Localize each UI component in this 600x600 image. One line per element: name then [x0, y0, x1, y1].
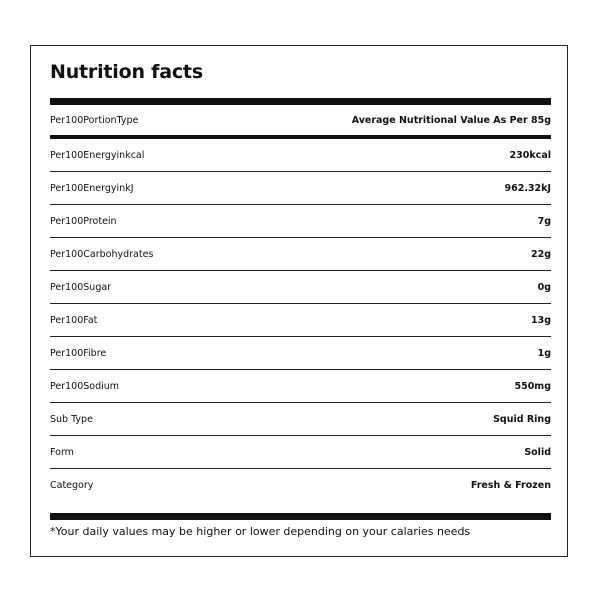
nutrition-title: Nutrition facts	[50, 61, 203, 83]
daily-values-footnote: *Your daily values may be higher or lower depending on your calaries needs	[50, 525, 471, 538]
row-value: 22g	[530, 248, 551, 260]
row-label: Per100Energyinkcal	[50, 149, 145, 161]
row-label: Sub Type	[50, 413, 93, 425]
top-divider-bar	[50, 98, 551, 105]
row-label: Per100Carbohydrates	[50, 248, 154, 260]
row-label: Category	[50, 480, 94, 491]
row-value: Squid Ring	[493, 413, 551, 425]
table-header-row	[50, 105, 551, 139]
header-value: Average Nutritional Value As Per 85g	[351, 114, 551, 126]
table-row	[50, 139, 551, 172]
row-value: 230kcal	[509, 149, 551, 161]
header-label: Per100PortionType	[50, 114, 139, 126]
table-row	[50, 238, 551, 271]
bottom-divider-bar	[50, 513, 551, 520]
row-label: Per100Fibre	[50, 347, 107, 359]
row-value: Fresh & Frozen	[470, 480, 551, 491]
row-value: 962.32kJ	[504, 182, 551, 194]
row-value: Solid	[524, 446, 551, 458]
row-label: Per100Fat	[50, 314, 98, 326]
table-row	[50, 172, 551, 205]
table-row	[50, 403, 551, 436]
row-label: Per100Protein	[50, 215, 117, 227]
table-row	[50, 337, 551, 370]
row-label: Per100Sodium	[50, 380, 120, 392]
table-row	[50, 205, 551, 238]
nutrition-table	[50, 105, 551, 502]
row-value: 13g	[530, 314, 551, 326]
table-row	[50, 271, 551, 304]
row-value: 0g	[537, 281, 551, 293]
row-label: Per100EnergyinkJ	[50, 182, 134, 194]
row-value: 7g	[537, 215, 551, 227]
nutrition-facts-panel	[30, 45, 568, 557]
table-row	[50, 370, 551, 403]
row-value: 1g	[537, 347, 551, 359]
row-value: 550mg	[514, 380, 551, 392]
table-row	[50, 304, 551, 337]
table-row	[50, 469, 551, 502]
table-row	[50, 436, 551, 469]
row-label: Form	[50, 446, 74, 458]
row-label: Per100Sugar	[50, 281, 112, 293]
